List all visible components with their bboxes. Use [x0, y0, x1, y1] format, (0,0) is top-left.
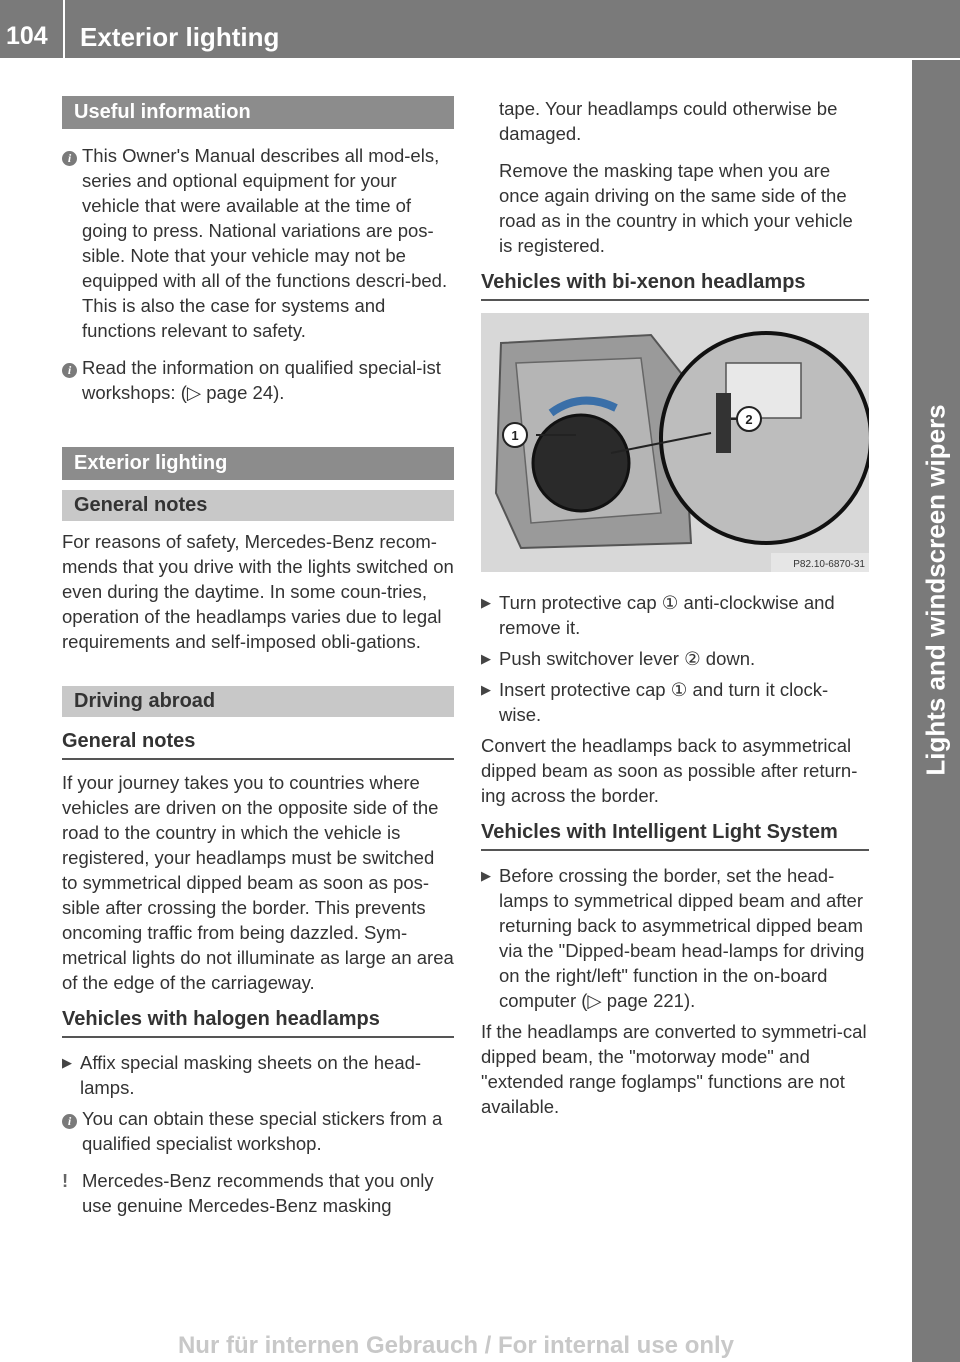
warning-continued: tape. Your headlamps could otherwise be damaged. [499, 98, 838, 144]
info-icon: i [62, 355, 82, 405]
info-text: This Owner's Manual describes all mod-els, series and optional equipment for your vehicle that were available at the time of going to press. National variations are pos-sible. Note that your vehicle may not be equipped with all of the functions descri-bed. This is also the case for systems and functions relevant to safety. [82, 145, 448, 341]
info-text: You can obtain these special stickers from a qualified specialist workshop. [82, 1108, 443, 1154]
headlamp-illustration [481, 313, 869, 572]
exterior-lighting-heading: Exterior lighting [62, 447, 454, 480]
warning-text: Mercedes-Benz recommends that you only use genuine Mercedes-Benz masking [82, 1170, 434, 1216]
instruction-step [481, 677, 869, 727]
callout-2-label: 2 [745, 412, 753, 427]
instruction-step [62, 1050, 454, 1100]
chapter-title: Exterior lighting [80, 22, 280, 52]
warning-continued-2: Remove the masking tape when you are once again driving on the same side of the road as in the country in which your vehicle is registered. [499, 160, 853, 256]
convert-text: Convert the headlamps back to asymmetrical dipped beam as soon as possible after return-ing across the border. [481, 735, 858, 806]
side-tab-label: Lights and windscreen wipers [920, 404, 951, 776]
footer-watermark: Nur für internen Gebrauch / For internal use only [177, 1332, 735, 1359]
side-tab-divider [912, 58, 960, 60]
general-notes-subheading: General notes [62, 729, 454, 760]
step-text: Insert protective cap ① and turn it clock-wise. [499, 679, 829, 725]
ils-heading: Vehicles with Intelligent Light System [481, 820, 869, 851]
driving-abroad-heading: Driving abroad [62, 686, 454, 717]
info-icon: i [62, 143, 82, 343]
info-text: Read the information on qualified special-ist workshops: (▷ page 24). [82, 357, 441, 403]
step-text: Push switchover lever ② down. [499, 648, 756, 669]
step-arrow-icon: ▶ [481, 682, 491, 697]
abroad-text: If your journey takes you to countries where vehicles are driven on the opposite side of the road to the country in which the vehicle is registered, your headlamps must be switched to symmetrical dipped beam as soon as pos-sible after crossing the border. This prevents oncoming traffic from being dazzled. Sym-metrical lights do not illuminate as large an area of the edge of the carriageway. [62, 772, 454, 993]
info-note [62, 1106, 454, 1156]
general-notes-heading: General notes [62, 490, 454, 521]
bixenon-heading: Vehicles with bi-xenon headlamps [481, 270, 869, 301]
instruction-step [481, 590, 869, 640]
step-text: Affix special masking sheets on the head-lamps. [80, 1052, 422, 1098]
ils-text: If the headlamps are converted to symmetri-cal dipped beam, the "motorway mode" and "extended range foglamps" functions are not available. [481, 1021, 867, 1117]
header-divider [63, 0, 65, 58]
right-column [481, 96, 869, 1131]
step-arrow-icon: ▶ [62, 1055, 72, 1070]
info-note [62, 143, 454, 343]
step-arrow-icon: ▶ [481, 595, 491, 610]
info-note [62, 355, 454, 405]
info-icon: i [62, 1106, 82, 1156]
general-notes-text: For reasons of safety, Mercedes-Benz recom-mends that you drive with the lights switched on even during the daytime. In some coun-tries, operation of the headlamps varies due to legal requirements and self-imposed obli-gations. [62, 531, 454, 652]
header-bar [0, 0, 960, 58]
halogen-heading: Vehicles with halogen headlamps [62, 1007, 454, 1038]
warning-note [62, 1168, 454, 1218]
left-column [62, 96, 454, 1230]
callout-1-label: 1 [511, 428, 519, 443]
useful-info-heading: Useful information [62, 96, 454, 129]
page-number: 104 [6, 22, 48, 50]
step-arrow-icon: ▶ [481, 651, 491, 666]
instruction-step [481, 646, 869, 671]
step-text: Turn protective cap ① anti-clockwise and remove it. [499, 592, 835, 638]
instruction-step [481, 863, 869, 1013]
step-arrow-icon: ▶ [481, 868, 491, 883]
warning-icon: ! [62, 1170, 69, 1191]
figure-code: P82.10-6870-31 [793, 559, 865, 570]
step-text: Before crossing the border, set the head-lamps to symmetrical dipped beam and after returning back to asymmetrical dipped beam via the "Dipped-beam head-lamps for driving on the right/left" function in the on-board computer (▷ page 221). [499, 865, 865, 1011]
headlamp-figure [481, 313, 869, 572]
